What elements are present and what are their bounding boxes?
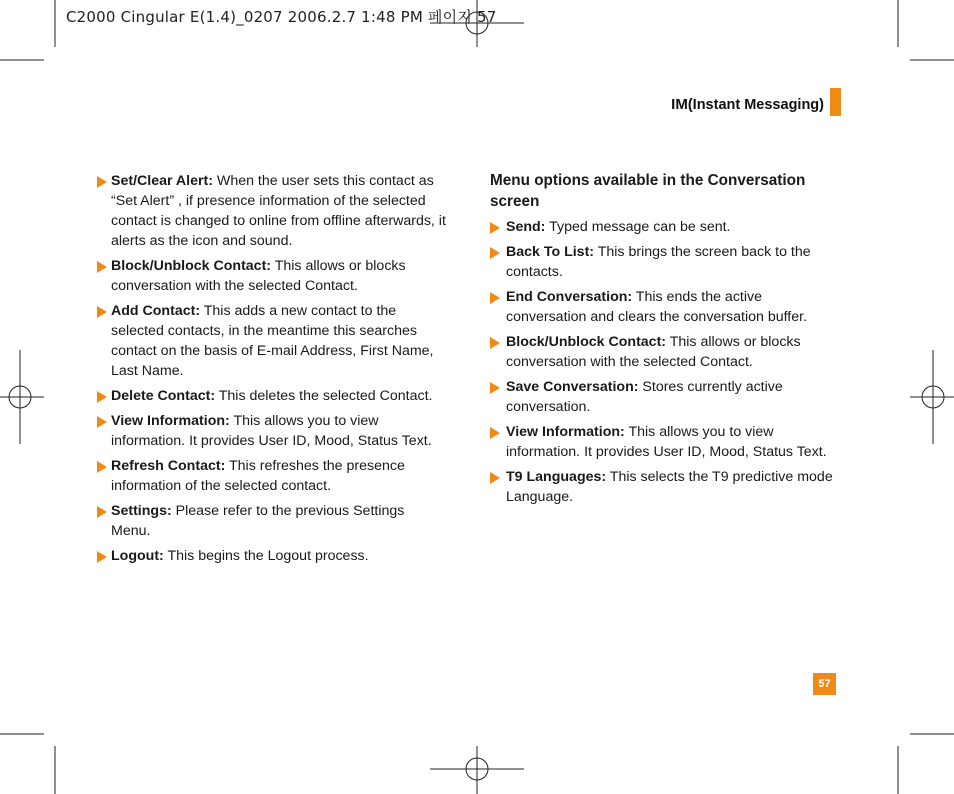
list-item: [97, 301, 447, 381]
item-term: End Conversation:: [506, 289, 633, 305]
bullet-arrow-icon: [490, 472, 500, 484]
list-item: [97, 546, 447, 566]
list-item: [97, 501, 447, 541]
section-header-title: (Instant Messaging): [687, 97, 824, 113]
item-description: This brings the screen back to the contacts.: [506, 244, 811, 280]
bullet-arrow-icon: [490, 292, 500, 304]
item-description: This begins the Logout process.: [163, 548, 369, 564]
item-term: Back To List:: [506, 244, 595, 260]
item-term: Block/Unblock Contact:: [506, 334, 667, 350]
list-item: [97, 456, 447, 496]
item-description: Typed message can be sent.: [545, 219, 731, 235]
item-term: Save Conversation:: [506, 379, 639, 395]
page-number: 57: [813, 673, 836, 695]
item-description: This allows you to view information. It provides User ID, Mood, Status Text.: [111, 413, 432, 449]
list-item: [490, 287, 842, 327]
section-header-lead: IM: [671, 96, 688, 113]
item-description: This refreshes the presence information of the selected contact.: [111, 458, 405, 494]
bullet-arrow-icon: [490, 382, 500, 394]
right-column: [490, 170, 842, 512]
list-item: [490, 332, 842, 372]
list-item: [490, 242, 842, 282]
item-term: View Information:: [506, 424, 625, 440]
left-column: [97, 171, 447, 571]
item-description: This adds a new contact to the selected contacts, in the meantime this searches contact on the basis of E-mail Address, First Name, Last Name.: [111, 303, 434, 379]
item-description: This allows you to view information. It provides User ID, Mood, Status Text.: [506, 424, 827, 460]
bullet-arrow-icon: [97, 391, 107, 403]
item-term: Refresh Contact:: [111, 458, 226, 474]
item-term: Logout:: [111, 548, 164, 564]
item-term: Send:: [506, 219, 546, 235]
item-description: This ends the active conversation and clears the conversation buffer.: [506, 289, 808, 325]
item-term: Add Contact:: [111, 303, 201, 319]
item-description: This allows or blocks conversation with the selected Contact.: [506, 334, 801, 370]
list-item: [490, 467, 842, 507]
list-item: [97, 171, 447, 251]
bullet-arrow-icon: [97, 306, 107, 318]
bullet-arrow-icon: [97, 461, 107, 473]
item-description: Stores currently active conversation.: [506, 379, 783, 415]
conversation-menu-heading: Menu options available in the Conversation screen: [490, 172, 806, 210]
item-term: View Information:: [111, 413, 230, 429]
list-item: [97, 256, 447, 296]
item-description: This deletes the selected Contact.: [215, 388, 433, 404]
section-tab-marker: [830, 88, 841, 116]
list-item: [490, 422, 842, 462]
item-term: Settings:: [111, 503, 172, 519]
item-term: Delete Contact:: [111, 388, 216, 404]
bullet-arrow-icon: [97, 551, 107, 563]
list-item: [97, 386, 447, 406]
bullet-arrow-icon: [97, 416, 107, 428]
list-item: [490, 377, 842, 417]
list-item: [97, 411, 447, 451]
item-description: This allows or blocks conversation with the selected Contact.: [111, 258, 406, 294]
bullet-arrow-icon: [490, 222, 500, 234]
bullet-arrow-icon: [490, 427, 500, 439]
section-header: [671, 96, 824, 113]
list-item: [490, 217, 842, 237]
item-term: T9 Languages:: [506, 469, 607, 485]
bullet-arrow-icon: [97, 176, 107, 188]
bullet-arrow-icon: [490, 337, 500, 349]
item-description: This selects the T9 predictive mode Language.: [506, 469, 833, 505]
item-term: Set/Clear Alert:: [111, 173, 213, 189]
bullet-arrow-icon: [97, 261, 107, 273]
item-description: When the user sets this contact as “Set Alert” , if presence information of the selected contact is changed to online from offline afterwards, it alerts as the icon and sound.: [111, 173, 446, 249]
bullet-arrow-icon: [490, 247, 500, 259]
bullet-arrow-icon: [97, 506, 107, 518]
item-description: Please refer to the previous Settings Menu.: [111, 503, 405, 539]
item-term: Block/Unblock Contact:: [111, 258, 272, 274]
print-slug-text: C2000 Cingular E(1.4)_0207 2006.2.7 1:48 PM 페이지 57: [66, 8, 497, 26]
